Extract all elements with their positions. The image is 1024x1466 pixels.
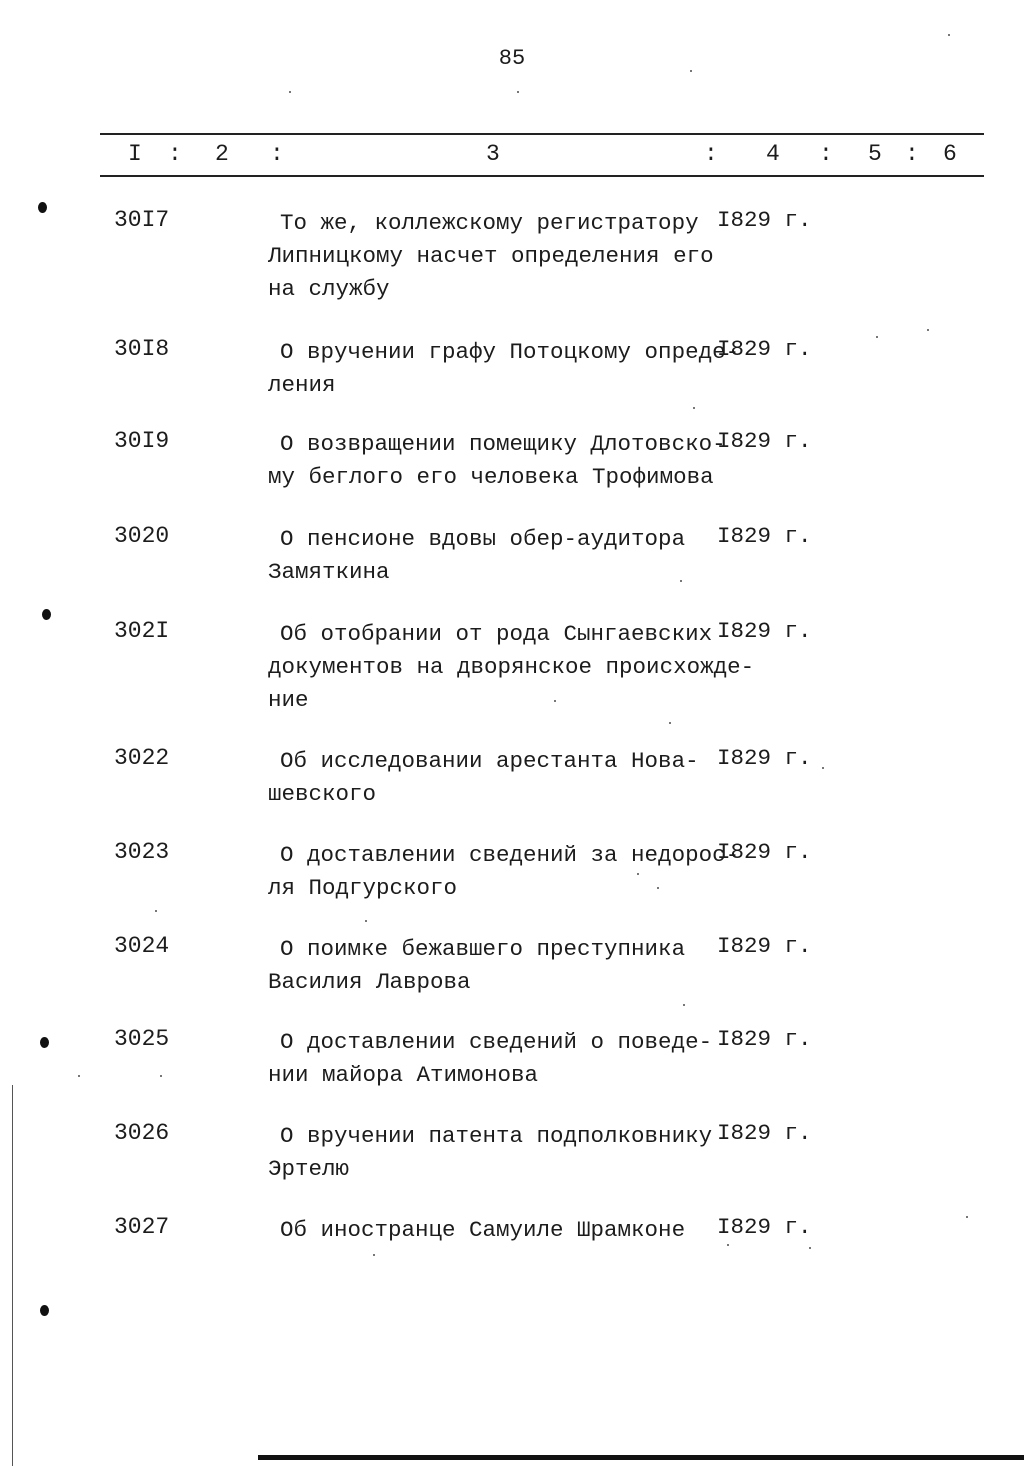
description-line: О доставлении сведений о поведе- [280,1029,713,1055]
record-year: I829 г. [717,1214,812,1240]
scan-speck [683,1004,685,1006]
record-year: I829 г. [717,207,812,233]
scan-speck [373,1254,375,1256]
record-description [268,1120,738,1186]
scan-speck [78,1075,80,1077]
record-description [268,933,738,999]
header-separator: : [704,141,718,167]
record-year: I829 г. [717,618,812,644]
scan-speck [876,336,878,338]
record-number: 3023 [114,839,170,865]
description-line: Об иностранце Самуиле Шрамконе [280,1217,686,1243]
description-line: Эртелю [268,1156,350,1182]
header-separator: : [168,141,182,167]
header-col-2: 2 [215,141,229,167]
binding-hole-mark [40,1305,49,1316]
scan-speck [680,580,682,582]
record-number: 3027 [114,1214,170,1240]
scan-speck [657,887,659,889]
description-line: О вручении графу Потоцкому опреде- [280,339,740,365]
description-line: То же, коллежскому регистратору [280,210,699,236]
scan-speck [809,1247,811,1249]
record-number: 30I8 [114,336,170,362]
record-year: I829 г. [717,933,812,959]
record-year: I829 г. [717,336,812,362]
description-line: ля Подгурского [268,875,458,901]
header-col-6: 6 [943,141,957,167]
header-col-4: 4 [766,141,780,167]
header-top-rule [100,133,984,135]
description-line: нии майора Атимонова [268,1062,539,1088]
description-line: О вручении патента подполковнику [280,1123,713,1149]
description-line: Замяткина [268,559,390,585]
description-line: Об исследовании арестанта Нова- [280,748,699,774]
scan-speck [727,1244,729,1246]
record-description [268,839,738,905]
description-line: О доставлении сведений за недорос- [280,842,740,868]
description-line: Липницкому насчет определения его [268,243,714,269]
record-description [268,523,738,589]
record-number: 3026 [114,1120,170,1146]
record-description [268,207,738,306]
record-year: I829 г. [717,1120,812,1146]
scan-speck [289,91,291,93]
scan-speck [554,700,556,702]
description-line: му беглого его человека Трофимова [268,464,714,490]
record-number: 302I [114,618,170,644]
description-line: ние [268,687,309,713]
scan-speck [690,70,692,72]
description-line: Василия Лаврова [268,969,471,995]
header-col-3: 3 [486,141,500,167]
record-number: 3020 [114,523,170,549]
record-year: I829 г. [717,839,812,865]
scan-speck [948,34,950,36]
scan-speck [822,767,824,769]
description-line: О возвращении помещику Длотовско- [280,431,726,457]
description-line: Об отобрании от рода Сынгаевских [280,621,713,647]
description-line: документов на дворянское происхожде- [268,654,755,680]
header-col-1: I [128,141,142,167]
scan-bottom-edge [258,1455,1024,1460]
scan-speck [365,920,367,922]
header-separator: : [270,141,284,167]
page-number: 85 [498,46,526,71]
record-description [268,745,738,811]
scan-speck [669,722,671,724]
scan-speck [517,91,519,93]
header-bottom-rule [100,175,984,177]
record-description [268,1026,738,1092]
description-line: шевского [268,781,377,807]
scan-speck [155,910,157,912]
record-number: 3024 [114,933,170,959]
binding-hole-mark [38,202,47,213]
record-year: I829 г. [717,428,812,454]
record-year: I829 г. [717,523,812,549]
record-number: 3022 [114,745,170,771]
scan-speck [693,407,695,409]
header-separator: : [905,141,919,167]
record-description [268,1214,738,1247]
record-number: 3025 [114,1026,170,1052]
record-year: I829 г. [717,745,812,771]
record-number: 30I7 [114,207,170,233]
record-year: I829 г. [717,1026,812,1052]
description-line: на службу [268,276,390,302]
binding-hole-mark [42,609,51,620]
scan-speck [927,329,929,331]
description-line: О поимке бежавшего преступника [280,936,686,962]
record-description [268,336,738,402]
description-line: О пенсионе вдовы обер-аудитора [280,526,686,552]
scan-left-edge [12,1085,13,1466]
header-separator: : [819,141,833,167]
binding-hole-mark [40,1037,49,1048]
record-description [268,428,738,494]
header-col-5: 5 [868,141,882,167]
scan-speck [966,1216,968,1218]
description-line: ления [268,372,336,398]
record-number: 30I9 [114,428,170,454]
scan-speck [160,1075,162,1077]
scan-speck [637,873,639,875]
record-description [268,618,755,717]
